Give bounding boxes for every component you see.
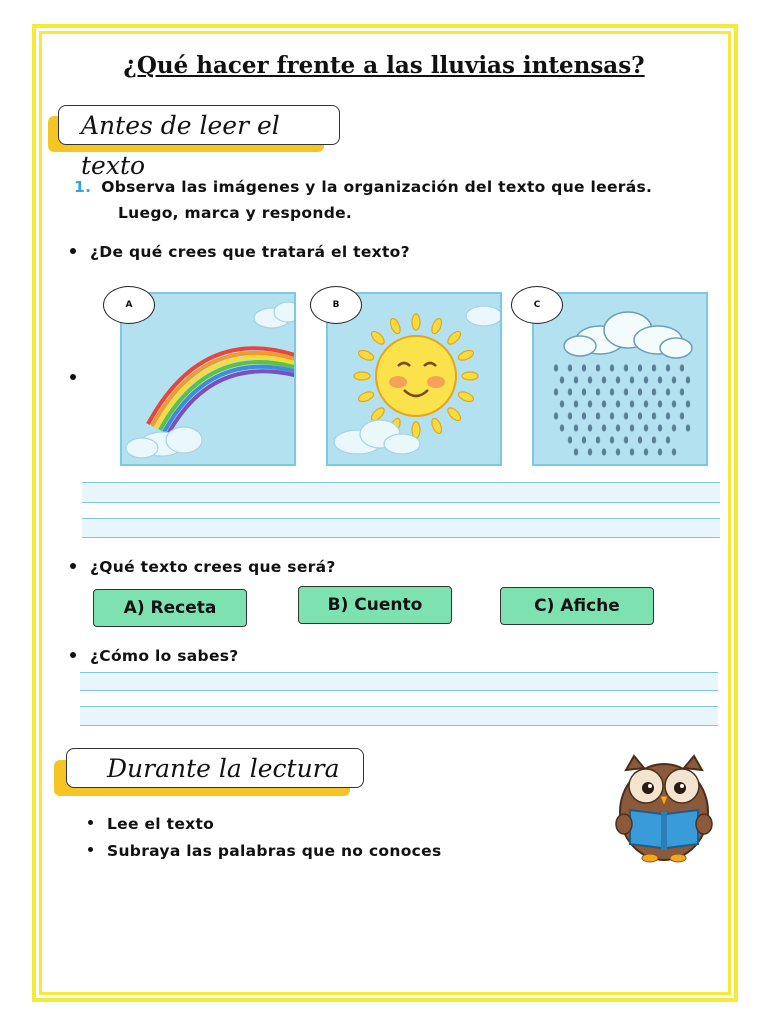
owl-reading-icon [612,748,716,864]
reading-step-text: Lee el texto [107,815,215,833]
question-topic [70,243,410,261]
bullet-dot [88,820,93,825]
page-title: ¿Qué hacer frente a las lluvias intensas? [123,52,645,79]
image-label-c: C [511,286,563,324]
reading-step [88,842,442,860]
instruction-number: 1. [74,178,92,196]
answer-lines-topic[interactable] [82,482,720,538]
answer-lines-how-know[interactable] [80,672,718,726]
question-text-type-text: ¿Qué texto crees que será? [90,558,336,576]
image-label-a: A [103,286,155,324]
question-topic-text: ¿De qué crees que tratará el texto? [90,243,410,261]
question-text-type [70,558,336,576]
instruction-line-1: Observa las imágenes y la organización del texto que leerás. [101,178,653,196]
image-option-c[interactable] [532,292,708,466]
bullet-dot [70,374,76,380]
bullet-dot [70,652,76,658]
image-label-b: B [310,286,362,324]
section-heading-during-reading: Durante la lectura [66,748,364,788]
option-cuento-button[interactable]: B) Cuento [298,586,452,624]
reading-step-text: Subraya las palabras que no conoces [107,842,442,860]
bullet-dot [88,847,93,852]
question-how-know [70,647,239,665]
instruction-line-2: Luego, marca y responde. [118,204,353,222]
instruction [74,178,714,196]
rainbow-icon [122,294,296,466]
section-heading-before-reading: Antes de leer el texto [58,105,340,145]
reading-step [88,815,214,833]
question-how-know-text: ¿Cómo lo sabes? [90,647,239,665]
bullet-dot [70,563,76,569]
option-afiche-button[interactable]: C) Afiche [500,587,654,625]
rain-cloud-icon [534,294,708,466]
option-receta-button[interactable]: A) Receta [93,589,247,627]
sun-icon [328,294,502,466]
bullet-dot [70,248,76,254]
